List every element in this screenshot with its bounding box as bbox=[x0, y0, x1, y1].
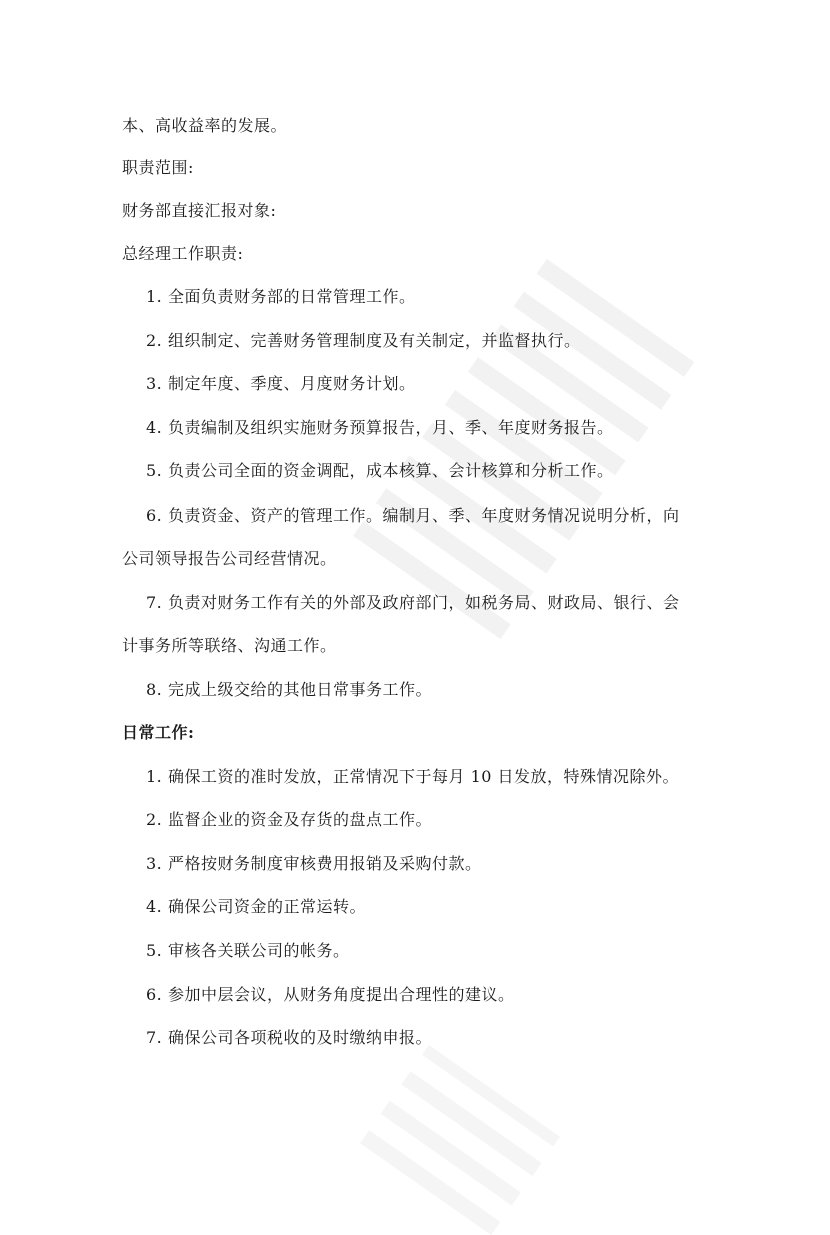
item-text: 确保公司各项税收的及时缴纳申报。 bbox=[168, 1028, 433, 1047]
intro-tail-text: 本、高收益率的发展。 bbox=[122, 116, 288, 135]
gm-duty-item bbox=[146, 287, 416, 307]
gm-duty-item bbox=[146, 593, 680, 613]
item-number: 1. bbox=[146, 767, 163, 786]
scope-label: 职责范围: bbox=[122, 158, 194, 177]
daily-item bbox=[146, 1028, 432, 1048]
daily-item bbox=[146, 985, 515, 1005]
gm-duty-item bbox=[146, 374, 416, 394]
item-text: 负责公司全面的资金调配，成本核算、会计核算和分析工作。 bbox=[168, 461, 614, 480]
gm-duty-item bbox=[146, 506, 680, 526]
item-number: 4. bbox=[146, 418, 163, 437]
item-number: 8. bbox=[146, 680, 163, 699]
gm-duty-continuation: 公司领导报告公司经营情况。 bbox=[122, 549, 337, 568]
item-number: 6. bbox=[146, 985, 163, 1004]
item-text: 负责资金、资产的管理工作。编制月、季、年度财务情况说明分析，向 bbox=[168, 506, 680, 525]
item-number: 7. bbox=[146, 593, 163, 612]
gm-duty-continuation: 计事务所等联络、沟通工作。 bbox=[122, 636, 337, 655]
watermark bbox=[360, 1045, 560, 1235]
gm-duty-item bbox=[146, 680, 432, 700]
daily-item bbox=[146, 941, 350, 961]
item-text: 严格按财务制度审核费用报销及采购付款。 bbox=[168, 854, 482, 873]
gm-duty-item bbox=[146, 461, 614, 481]
daily-item bbox=[146, 810, 432, 830]
item-text: 监督企业的资金及存货的盘点工作。 bbox=[168, 810, 433, 829]
item-text: 制定年度、季度、月度财务计划。 bbox=[168, 374, 416, 393]
item-text: 全面负责财务部的日常管理工作。 bbox=[168, 287, 416, 306]
daily-item bbox=[146, 854, 482, 874]
item-text: 负责编制及组织实施财务预算报告，月、季、年度财务报告。 bbox=[168, 418, 614, 437]
gm-duties-label: 总经理工作职责: bbox=[122, 244, 244, 263]
item-number: 5. bbox=[146, 941, 163, 960]
item-text: 确保工资的准时发放，正常情况下于每月 10 日发放，特殊情况除外。 bbox=[168, 767, 680, 786]
item-number: 2. bbox=[146, 331, 163, 350]
item-text: 负责对财务工作有关的外部及政府部门，如税务局、财政局、银行、会 bbox=[168, 593, 680, 612]
item-number: 3. bbox=[146, 374, 163, 393]
daily-work-label: 日常工作: bbox=[122, 723, 195, 742]
item-number: 5. bbox=[146, 461, 163, 480]
gm-duty-item bbox=[146, 331, 581, 351]
report-label: 财务部直接汇报对象: bbox=[122, 201, 277, 220]
gm-duty-item bbox=[146, 418, 614, 438]
item-text: 确保公司资金的正常运转。 bbox=[168, 897, 367, 916]
item-number: 2. bbox=[146, 810, 163, 829]
item-text: 参加中层会议，从财务角度提出合理性的建议。 bbox=[168, 985, 515, 1004]
item-number: 1. bbox=[146, 287, 163, 306]
item-number: 4. bbox=[146, 897, 163, 916]
daily-item bbox=[146, 897, 366, 917]
item-text: 审核各关联公司的帐务。 bbox=[168, 941, 350, 960]
item-number: 3. bbox=[146, 854, 163, 873]
item-text: 组织制定、完善财务管理制度及有关制定，并监督执行。 bbox=[168, 331, 581, 350]
item-number: 7. bbox=[146, 1028, 163, 1047]
item-number: 6. bbox=[146, 506, 163, 525]
daily-item bbox=[146, 767, 679, 787]
item-text: 完成上级交给的其他日常事务工作。 bbox=[168, 680, 433, 699]
